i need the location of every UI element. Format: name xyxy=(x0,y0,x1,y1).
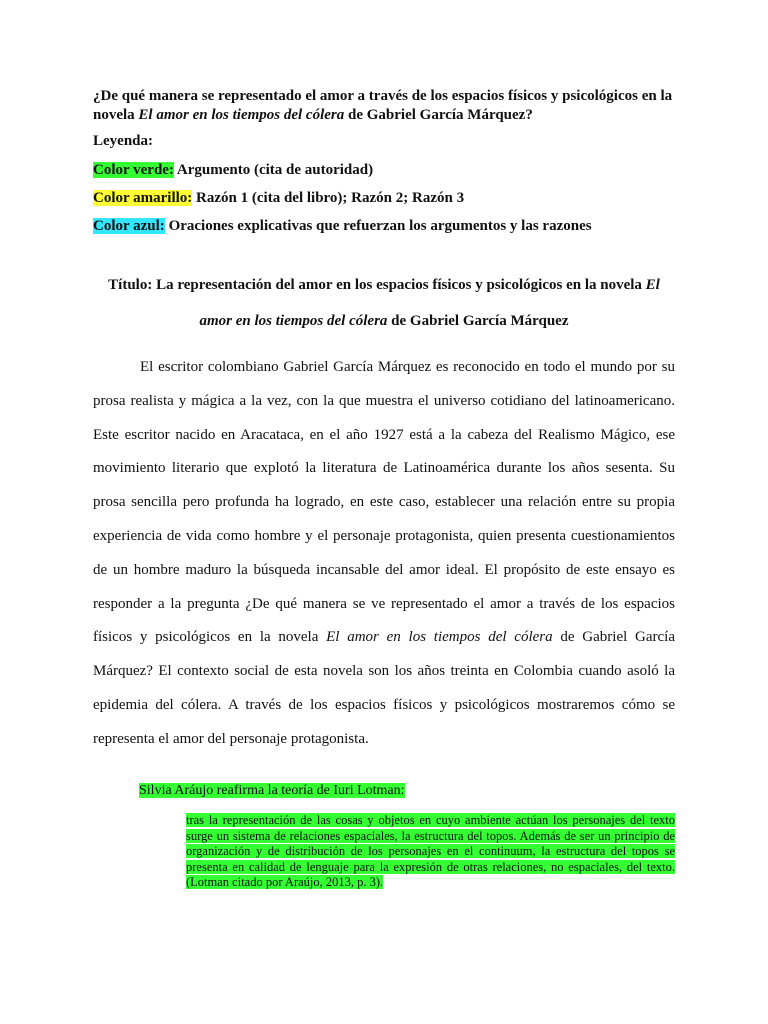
question-book-title: El amor en los tiempos del cólera xyxy=(138,107,345,123)
paragraph-text-end: de Gabriel García Márquez? El contexto social de esta novela son los años treinta en Colombia cuando asoló la epidemia del cólera. A través de los espacios físicos y psicológicos mostraremos cómo se representa el amor del personaje protagonista. xyxy=(93,629,675,747)
paragraph-book-title: El amor en los tiempos del cólera xyxy=(326,629,553,646)
legend-yellow-label: Color amarillo: xyxy=(93,190,193,206)
essay-title-text: Título: La representación del amor en los espacios físicos y psicológicos en la novela xyxy=(108,277,646,293)
legend-green-label: Color verde: xyxy=(93,162,174,178)
argument-intro-highlight: Silvia Aráujo reafirma la teoría de Iuri Lotman: xyxy=(139,783,405,798)
introduction-paragraph xyxy=(93,351,675,757)
question-text-end: de Gabriel García Márquez? xyxy=(344,107,533,123)
essay-title-italic-start: El xyxy=(645,277,660,293)
legend-green-text: Argumento (cita de autoridad) xyxy=(173,162,374,178)
essay-title-author: de Gabriel García Márquez xyxy=(387,313,569,329)
legend-blue-text: Oraciones explicativas que refuerzan los argumentos y las razones xyxy=(164,218,592,234)
essay-title-line-2 xyxy=(93,313,675,330)
legend-yellow xyxy=(93,189,464,208)
paragraph-text-start: El escritor colombiano Gabriel García Márquez es reconocido en todo el mundo por su prosa realista y mágica a la vez, con la que muestra el universo cotidiano del latinoamericano. Este escritor nacido en Aracataca, en el año 1927 está a la cabeza del Realismo Mágico, ese movimiento literario que explotó la literatura de Latinoamérica durante los años sesenta. Su prosa sencilla pero profunda ha logrado, en este caso, establecer una relación entre su propia experiencia de vida como hombre y el personaje protagonista, quien presenta cuestionamientos de un hombre maduro la búsqueda incansable del amor ideal. El propósito de este ensayo es responder a la pregunta ¿De qué manera se ve representado el amor a través de los espacios físicos y psicológicos en la novela xyxy=(93,359,675,646)
legend-blue xyxy=(93,217,592,236)
legend-green xyxy=(93,161,373,180)
legend-yellow-text: Razón 1 (cita del libro); Razón 2; Razón 3 xyxy=(192,190,465,206)
legend-blue-label: Color azul: xyxy=(93,218,165,234)
block-quote xyxy=(186,813,675,891)
argument-intro xyxy=(139,781,405,800)
question-text-start: ¿De qué manera se representado el amor a través de los espacios físicos y psicológicos en la novela xyxy=(93,88,673,123)
legend-title: Leyenda: xyxy=(93,133,153,149)
essay-title-italic-end: amor en los tiempos del cólera xyxy=(199,313,388,329)
research-question xyxy=(93,87,683,125)
essay-title-line-1 xyxy=(93,277,675,294)
block-quote-text: tras la representación de las cosas y objetos en cuyo ambiente actúan los personajes del texto surge un sistema de relaciones espaciales, la estructura del topos. Además de ser un principio de organización y de distribución de los personajes en el continuum, la estructura del topos se presenta en calidad de lenguaje para la expresión de otras relaciones, no espaciales, del texto. (Lotman citado por Araújo, 2013, p. 3). xyxy=(186,813,675,890)
